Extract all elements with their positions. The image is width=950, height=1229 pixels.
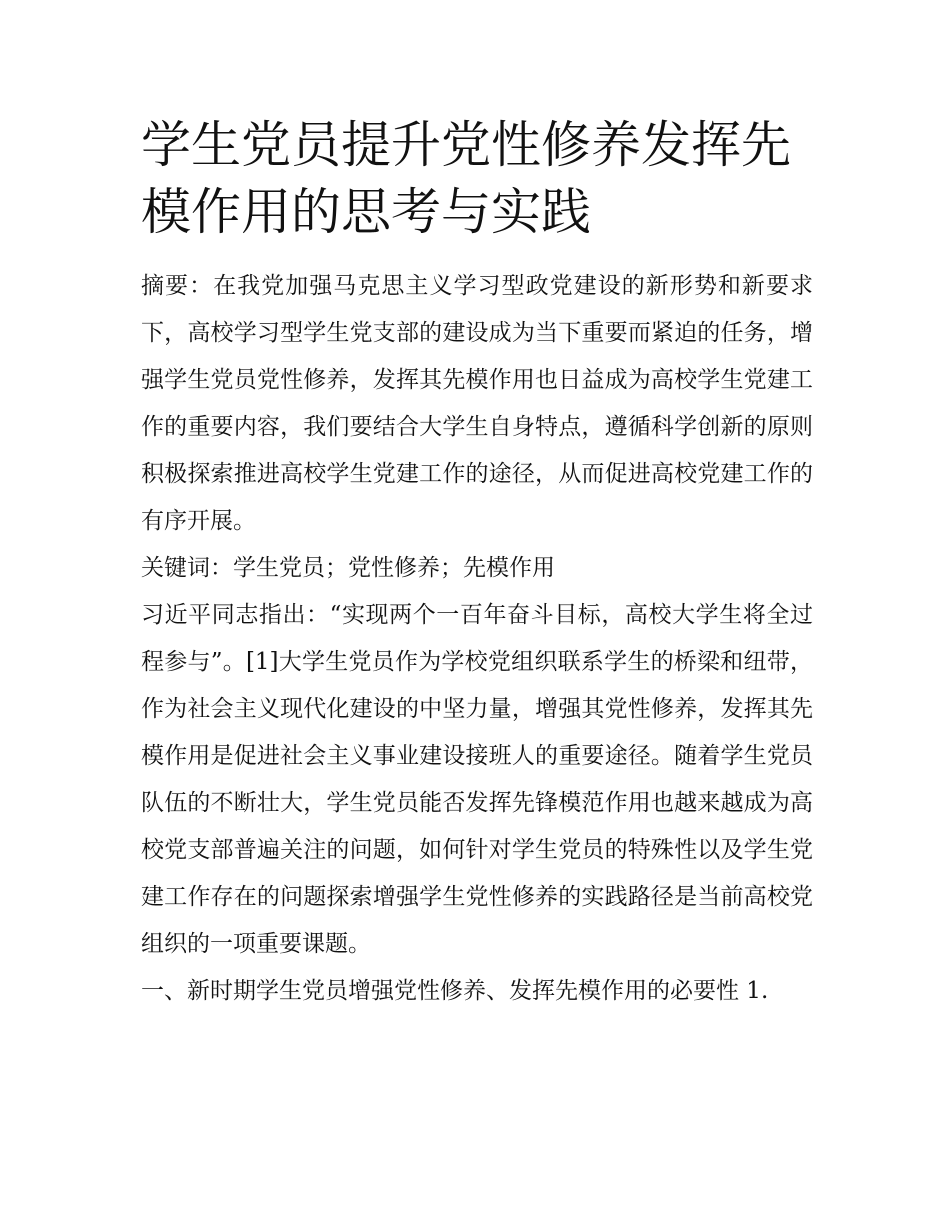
abstract-paragraph: 摘要：在我党加强马克思主义学习型政党建设的新形势和新要求下，高校学习型学生党支部的建设成为当下重要而紧迫的任务，增强学生党员党性修养，发挥其先模作用也日益成为高校学生党建工作的重要内容，我们要结合大学生自身特点，遵循科学创新的原则积极探索推进高校学生党建工作的途径，从而促进高校党建工作的有序开展。 [141, 273, 813, 534]
body-paragraph: 习近平同志指出：“实现两个一百年奋斗目标，高校大学生将全过程参与”。[1]大学生党员作为学校党组织联系学生的桥梁和纽带，作为社会主义现代化建设的中坚力量，增强其党性修养，发挥其先模作用是促进社会主义事业建设接班人的重要途径。随着学生党员队伍的不断壮大，学生党员能否发挥先锋模范作用也越来越成为高校党支部普遍关注的问题，如何针对学生党员的特殊性以及学生党建工作存在的问题探索增强学生党性修养的实践路径是当前高校党组织的一项重要课题。 [141, 602, 813, 957]
keywords-line: 关键词：学生党员；党性修养；先模作用 [141, 555, 555, 581]
section-heading: 一、新时期学生党员增强党性修养、发挥先模作用的必要性 1. [141, 978, 769, 1004]
document-title: 学生党员提升党性修养发挥先模作用的思考与实践 [141, 116, 791, 241]
document-page [141, 112, 813, 1015]
